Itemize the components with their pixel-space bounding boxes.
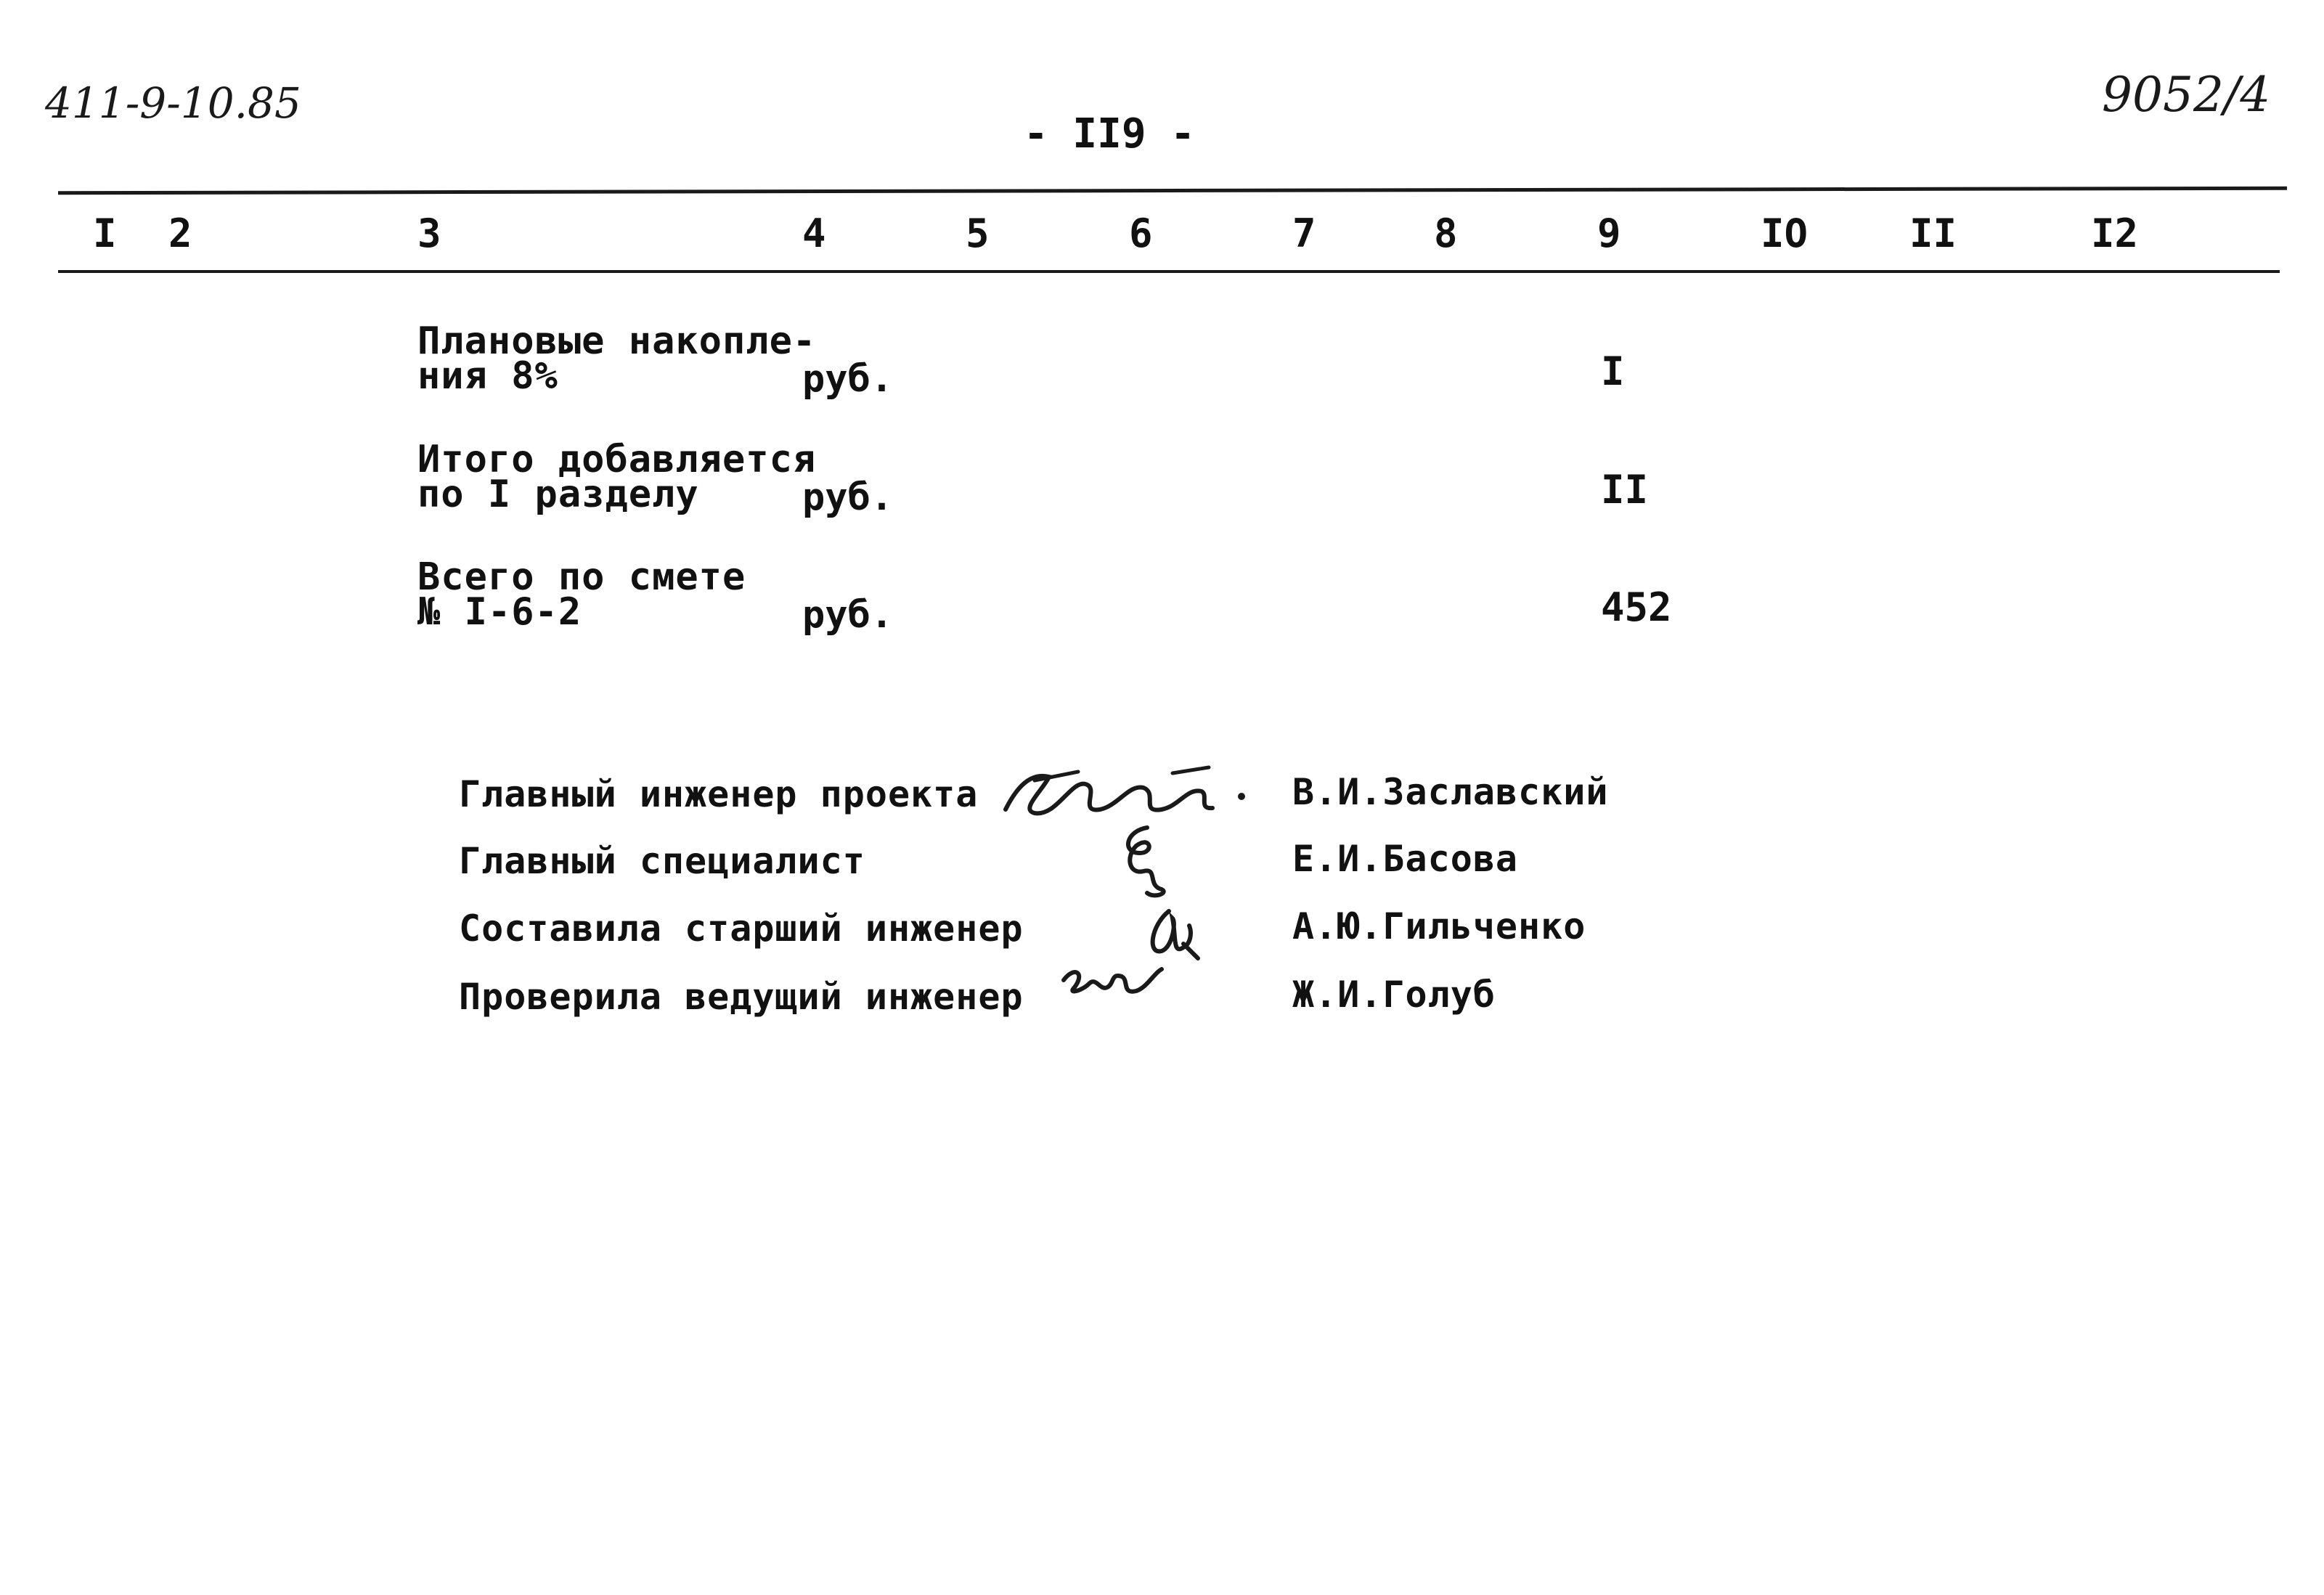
signatory-name: А.Ю.Гильченко bbox=[1292, 905, 1586, 947]
column-number: 7 bbox=[1292, 211, 1316, 256]
handwritten-signature bbox=[1104, 813, 1183, 907]
album-code: 9052/4 bbox=[2102, 67, 2271, 123]
column-number: 9 bbox=[1597, 211, 1621, 256]
column-number: I bbox=[93, 211, 117, 256]
signatory-title: Составила старший инженер bbox=[459, 907, 1024, 950]
signatory-name: Ж.И.Голуб bbox=[1292, 974, 1496, 1016]
row-description-line2: № I-6-2 bbox=[417, 590, 582, 634]
table-header-bottom-rule bbox=[58, 270, 2280, 273]
signatory-name: Е.И.Басова bbox=[1292, 838, 1519, 880]
row-description-line1: Плановые накопле- bbox=[417, 319, 817, 363]
column-number: 4 bbox=[802, 211, 826, 256]
document-code: 411-9-10.85 bbox=[45, 78, 301, 128]
column-number: 6 bbox=[1129, 211, 1153, 256]
row-description-line2: по I разделу bbox=[417, 473, 699, 516]
row-unit: руб. bbox=[802, 357, 894, 401]
column-number: I2 bbox=[2091, 211, 2139, 256]
page-number: - II9 - bbox=[1024, 110, 1196, 158]
row-unit: руб. bbox=[802, 476, 894, 519]
row-value: 452 bbox=[1601, 584, 1672, 630]
column-number: IO bbox=[1761, 211, 1809, 256]
row-description-line1: Итого добавляется bbox=[417, 438, 817, 481]
signatory-title: Главный инженер проекта bbox=[459, 773, 979, 815]
column-number: II bbox=[1909, 211, 1957, 256]
column-number: 8 bbox=[1434, 211, 1458, 256]
row-description-line1: Всего по смете bbox=[417, 555, 746, 599]
column-number: 5 bbox=[966, 211, 990, 256]
handwritten-signature bbox=[1056, 958, 1165, 1016]
table-top-rule bbox=[58, 187, 2287, 195]
column-number: 3 bbox=[417, 211, 441, 256]
signatory-title: Главный специалист bbox=[459, 840, 865, 882]
signatory-title: Проверила ведущий инженер bbox=[459, 976, 1024, 1018]
row-unit: руб. bbox=[802, 593, 894, 637]
column-number: 2 bbox=[168, 211, 192, 256]
row-value: I bbox=[1601, 348, 1625, 394]
signatory-name: В.И.Заславский bbox=[1292, 771, 1609, 813]
row-value: II bbox=[1601, 467, 1649, 513]
row-description-line2: ния 8% bbox=[417, 354, 558, 398]
